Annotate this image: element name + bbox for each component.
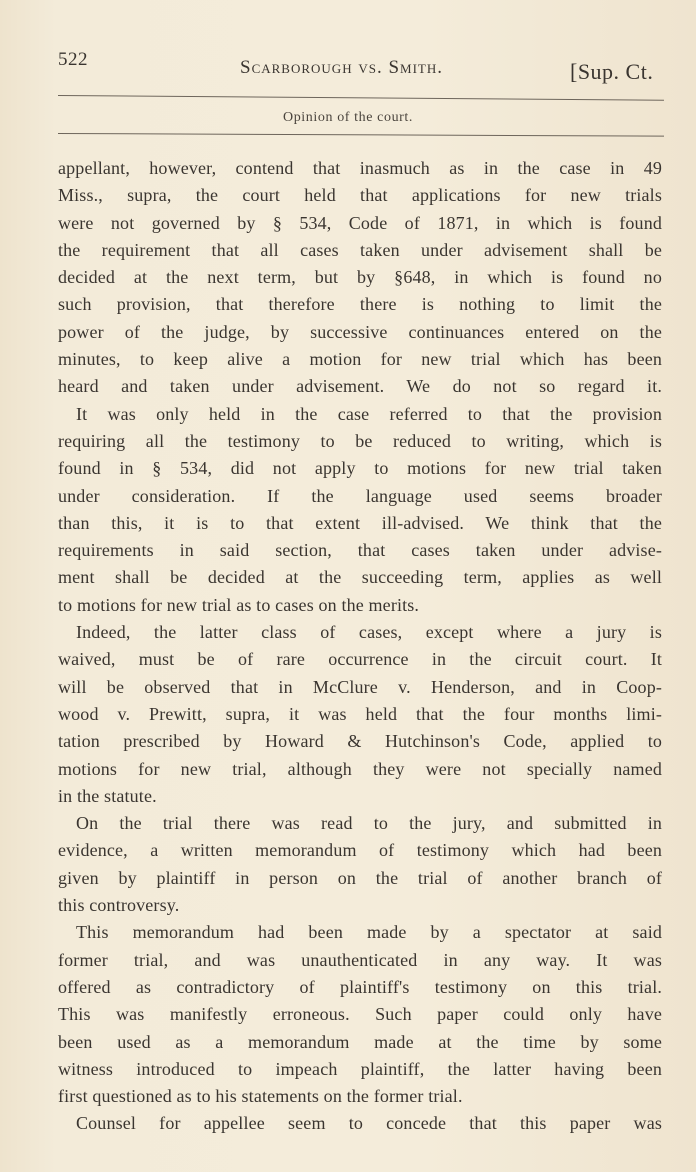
- text-line: will be observed that in McClure v. Henderson, and in Coop-: [58, 676, 662, 697]
- text-line: wood v. Prewitt, supra, it was held that the four months limi-: [58, 703, 662, 724]
- text-line: evidence, a written memorandum of testimony which had been: [58, 840, 662, 861]
- opinion-text: [58, 155, 662, 1138]
- section-label: Opinion of the court.: [283, 110, 414, 125]
- text-line: witness introduced to impeach plaintiff, the latter having been: [58, 1058, 662, 1079]
- text-line: first questioned as to his statements on the former trial.: [58, 1086, 463, 1107]
- case-title: Scarborough vs. Smith.: [240, 57, 443, 78]
- text-line: under consideration. If the language used seems broader: [58, 485, 662, 506]
- text-line: power of the judge, by successive continuances entered on the: [58, 321, 662, 342]
- text-line: requiring all the testimony to be reduced to writing, which is: [58, 430, 662, 451]
- page-number: 522: [58, 49, 88, 70]
- text-line: found in § 534, did not apply to motions for new trial taken: [58, 458, 662, 479]
- text-line: this controversy.: [58, 895, 180, 916]
- text-line: This was manifestly erroneous. Such paper could only have: [58, 1004, 662, 1025]
- text-line-paragraph-start: This memorandum had been made by a spectator at said: [76, 922, 662, 943]
- text-line: decided at the next term, but by §648, in which is found no: [58, 267, 662, 288]
- text-line: heard and taken under advisement. We do not so regard it.: [58, 376, 662, 397]
- text-line: been used as a memorandum made at the time by some: [58, 1031, 662, 1052]
- text-line: were not governed by § 534, Code of 1871, in which is found: [58, 212, 662, 233]
- text-line: ment shall be decided at the succeeding term, applies as well: [58, 567, 662, 588]
- text-line: given by plaintiff in person on the trial of another branch of: [58, 867, 662, 888]
- text-line: tation prescribed by Howard & Hutchinson's Code, applied to: [58, 731, 662, 752]
- running-head: [0, 0, 696, 90]
- text-line-paragraph-start: On the trial there was read to the jury, and submitted in: [76, 813, 662, 834]
- text-line: Miss., supra, the court held that applications for new trials: [58, 185, 662, 206]
- text-line: offered as contradictory of plaintiff's testimony on this trial.: [58, 976, 662, 997]
- text-line: former trial, and was unauthenticated in any way. It was: [58, 949, 662, 970]
- header-rule-bottom: [58, 133, 664, 137]
- text-line: the requirement that all cases taken under advisement shall be: [58, 239, 662, 260]
- court-label: [Sup. Ct.: [570, 59, 654, 84]
- text-line: waived, must be of rare occurrence in the circuit court. It: [58, 649, 662, 670]
- header-rule-top: [58, 95, 664, 101]
- text-line-paragraph-start: It was only held in the case referred to that the provision: [76, 403, 662, 424]
- text-line: minutes, to keep alive a motion for new trial which has been: [58, 349, 662, 370]
- text-line: appellant, however, contend that inasmuch as in the case in 49: [58, 158, 662, 178]
- text-line: requirements in said section, that cases taken under advise-: [58, 540, 662, 561]
- text-line-paragraph-start: Counsel for appellee seem to concede that this paper was: [76, 1113, 662, 1134]
- text-line-paragraph-start: Indeed, the latter class of cases, except where a jury is: [76, 622, 662, 643]
- text-line: such provision, that therefore there is nothing to limit the: [58, 294, 662, 315]
- text-line: to motions for new trial as to cases on the merits.: [58, 594, 420, 615]
- text-line: motions for new trial, although they were not specially named: [58, 758, 662, 779]
- text-line: in the statute.: [58, 785, 157, 806]
- text-line: than this, it is to that extent ill-advised. We think that the: [58, 512, 662, 533]
